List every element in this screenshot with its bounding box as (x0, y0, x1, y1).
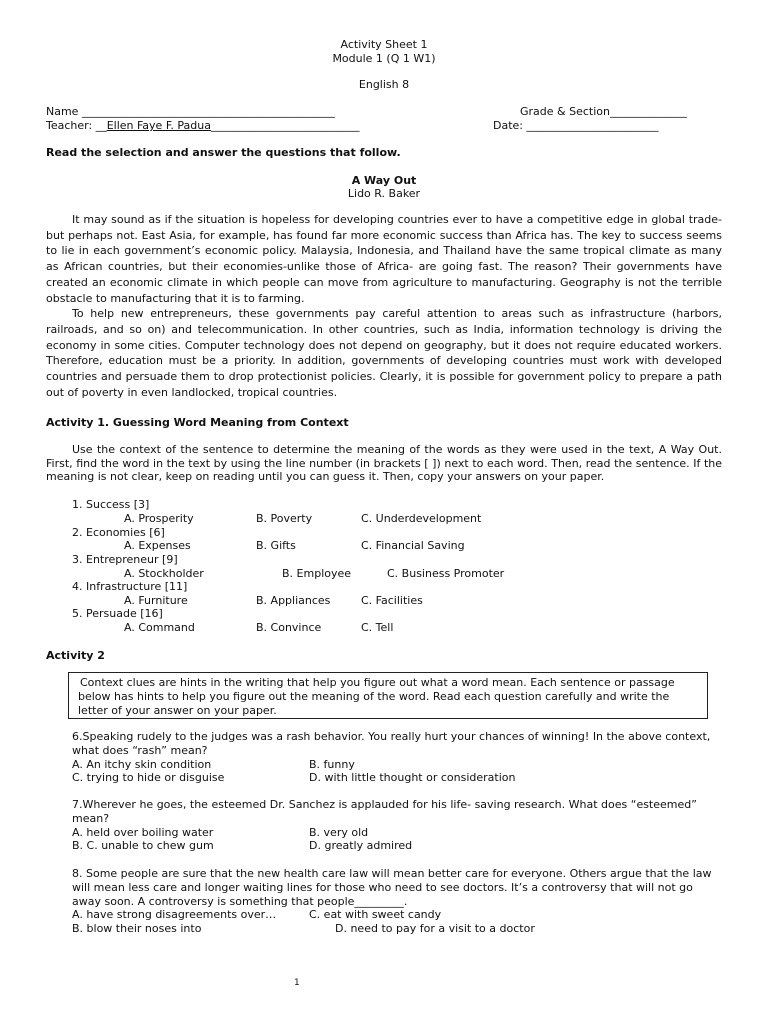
item-option-a: A. Command (124, 621, 195, 634)
page-number: 1 (294, 978, 300, 988)
question-6-option-b: B. funny (309, 758, 355, 771)
item-option-b: B. Convince (256, 621, 322, 634)
date-field: Date: ________________________ (493, 119, 659, 132)
item-option-a: A. Expenses (124, 539, 191, 552)
question-7-option-a: A. held over boiling water (72, 826, 214, 839)
question-8-text: 8. Some people are sure that the new health care law will mean better care for everyone. Others argue that the law will mean less care and longer waiting lines for those who need to see doctors. It’s a controversy that will not go away soon. A controversy is something that people_________. (72, 867, 712, 908)
item-option-b: B. Poverty (256, 512, 313, 525)
question-6-option-c: C. trying to hide or disguise (72, 771, 225, 784)
item-option-b: B. Employee (282, 567, 352, 580)
activity1-instructions-text: Use the context of the sentence to determine the meaning of the words as they were used in the text, A Way Out. First, find the word in the text by using the line number (in brackets [ ]) next to each word. Then, read the sentence. If the meaning is not clear, keep on reading until you can guess it. Then, copy your answers on your paper. (46, 443, 722, 483)
activity2-title: Activity 2 (46, 649, 105, 662)
question-7-option-d: D. greatly admired (309, 839, 413, 852)
story-paragraph: It may sound as if the situation is hopeless for developing countries ever to have a competitive edge in global trade- but perhaps not. East Asia, for example, has found far more economic success than Africa has. The key to success seems to lie in each government’s economic policy. Malaysia, Indonesia, and Thailand have the same tropical climate as many as African countries, but their economies-unlike those of Africa- are going fast. The reason? Their governments have created an economic climate in which people can move from agriculture to manufacturing. Geography is not the terrible obstacle to manufacturing that it is to farming. (46, 213, 722, 305)
item-word: 5. Persuade [16] (72, 607, 163, 620)
question-6-text: 6.Speaking rudely to the judges was a rash behavior. You really hurt your chances of winning! In the above context, what does “rash” mean? (72, 730, 711, 757)
item-word: 2. Economies [6] (72, 526, 165, 539)
item-word: 1. Success [3] (72, 498, 150, 511)
item-option-b: B. Appliances (256, 594, 331, 607)
question-6-option-a: A. An itchy skin condition (72, 758, 212, 771)
teacher-name: Ellen Faye F. Padua (106, 119, 211, 132)
question-8-option-d: D. need to pay for a visit to a doctor (335, 922, 535, 935)
question-7-option-c: B. C. unable to chew gum (72, 839, 214, 852)
story-title: A Way Out (351, 174, 417, 187)
question-8-option-c: C. eat with sweet candy (309, 908, 442, 921)
context-clues-text: Context clues are hints in the writing that help you figure out what a word mean. Each sentence or passage below has hints to help you figure out the meaning of the word. Read each question carefully and write the letter of your answer on your paper. (78, 676, 675, 717)
header-subject: English 8 (358, 78, 410, 91)
item-option-c: C. Tell (361, 621, 394, 634)
question-8-option-b: B. blow their noses into (72, 922, 202, 935)
item-option-c: C. Underdevelopment (361, 512, 482, 525)
item-option-b: B. Gifts (256, 539, 296, 552)
teacher-field (46, 119, 359, 132)
item-option-a: A. Stockholder (124, 567, 204, 580)
activity1-instructions (46, 443, 722, 484)
teacher-label: Teacher: __ (46, 119, 107, 132)
item-option-c: C. Facilities (361, 594, 423, 607)
question-7-option-b: B. very old (309, 826, 369, 839)
story-author: Lido R. Baker (347, 187, 421, 200)
reading-instruction: Read the selection and answer the questions that follow. (46, 146, 401, 159)
question-6-option-d: D. with little thought or consideration (309, 771, 516, 784)
item-option-c: C. Financial Saving (361, 539, 465, 552)
grade-section-field: Grade & Section______________ (520, 105, 687, 118)
item-option-a: A. Prosperity (124, 512, 194, 525)
story-paragraph: To help new entrepreneurs, these governments pay careful attention to areas such as infrastructure (harbors, railroads, and so on) and telecommunication. In other countries, such as India, information technology is driving the economy in some cities. Computer technology does not depend on geography, but it does not require educated workers. Therefore, education must be a priority. In addition, governments of developing countries must work with developed countries and persuade them to drop protectionist policies. Clearly, it is possible for government policy to prepare a path out of poverty in even landlocked, tropical countries. (46, 307, 722, 399)
question-7-text: 7.Wherever he goes, the esteemed Dr. Sanchez is applauded for his life- saving research. What does “esteemed” mean? (72, 798, 697, 825)
item-option-c: C. Business Promoter (387, 567, 505, 580)
item-word: 3. Entrepreneur [9] (72, 553, 178, 566)
item-option-a: A. Furniture (124, 594, 188, 607)
question-8-option-a: A. have strong disagreements over… (72, 908, 277, 921)
activity1-title: Activity 1. Guessing Word Meaning from Context (46, 416, 349, 429)
teacher-line: ___________________________ (210, 119, 360, 132)
header-activity-sheet: Activity Sheet 1 (340, 38, 428, 51)
story-body (46, 212, 722, 400)
item-word: 4. Infrastructure [11] (72, 580, 188, 593)
header-module: Module 1 (Q 1 W1) (332, 52, 436, 65)
name-field: Name ______________________________________________ (46, 105, 335, 118)
